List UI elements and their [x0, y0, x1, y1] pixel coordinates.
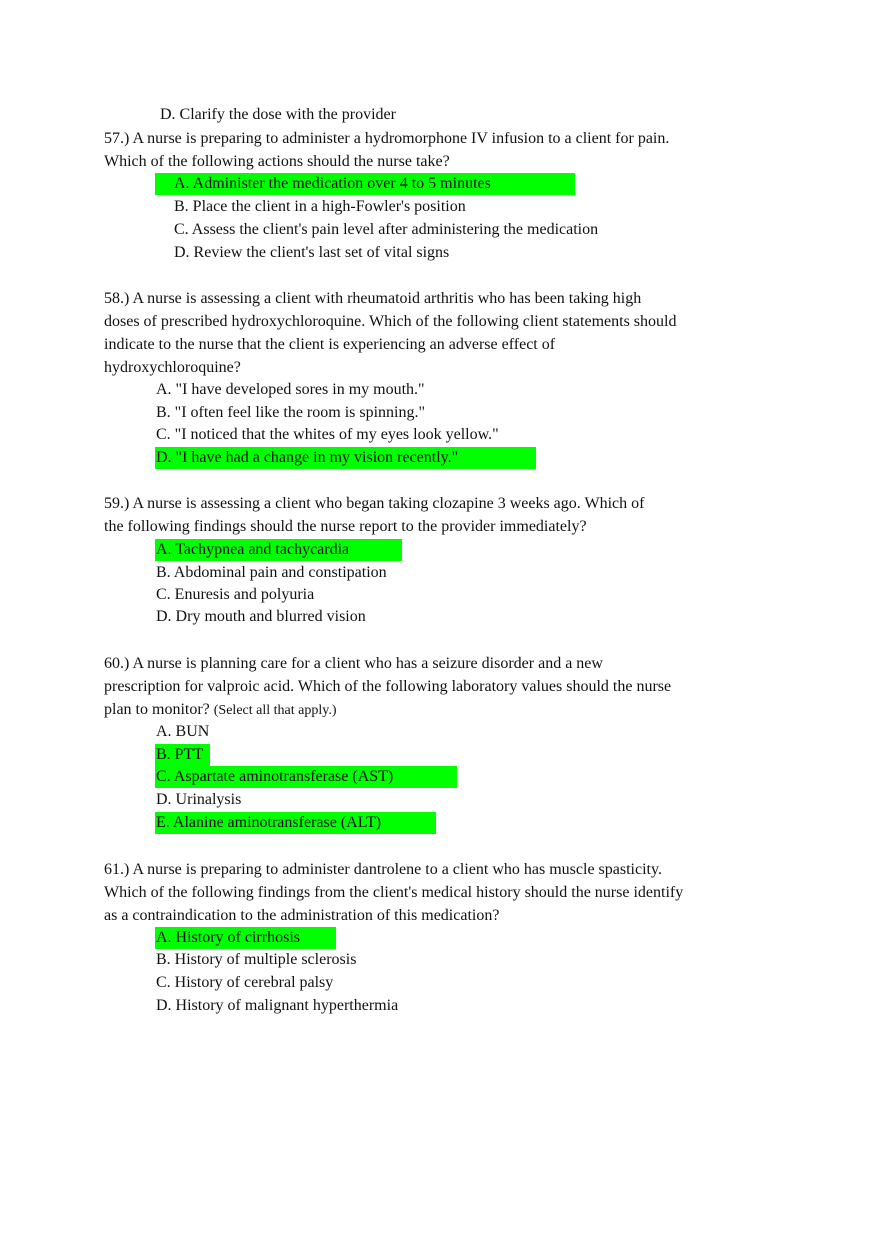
- q61-option-b: B. History of multiple sclerosis: [156, 951, 357, 968]
- q60-select-note: (Select all that apply.): [213, 703, 337, 718]
- q59-option-a-correct: A. Tachypnea and tachycardia: [155, 539, 402, 561]
- q59-stem-line-2: the following findings should the nurse report to the provider immediately?: [104, 518, 587, 535]
- q57-stem-line-2: Which of the following actions should the nurse take?: [104, 153, 450, 170]
- q60-option-b-correct: B. PTT: [155, 744, 210, 766]
- q60-option-e-correct: E. Alanine aminotransferase (ALT): [155, 812, 436, 834]
- q58-option-b: B. "I often feel like the room is spinning.": [156, 404, 426, 421]
- q57-option-c: C. Assess the client's pain level after administering the medication: [174, 221, 599, 238]
- q58-option-c: C. "I noticed that the whites of my eyes look yellow.": [156, 426, 499, 443]
- q60-stem-line-2: prescription for valproic acid. Which of the following laboratory values should the nurse: [104, 678, 672, 695]
- q59-option-c: C. Enuresis and polyuria: [156, 586, 315, 603]
- q57-stem-line-1: 57.) A nurse is preparing to administer a hydromorphone IV infusion to a client for pain.: [104, 130, 670, 147]
- q59-stem-line-1: 59.) A nurse is assessing a client who began taking clozapine 3 weeks ago. Which of: [104, 495, 645, 512]
- q61-option-c: C. History of cerebral palsy: [156, 974, 334, 991]
- q61-stem-line-2: Which of the following findings from the client's medical history should the nurse identify: [104, 884, 684, 901]
- q58-stem-line-4: hydroxychloroquine?: [104, 359, 241, 376]
- q56-option-d: D. Clarify the dose with the provider: [160, 106, 396, 123]
- q60-stem-line-3: [104, 698, 336, 721]
- q57-option-a-correct: A. Administer the medication over 4 to 5 minutes: [155, 173, 575, 195]
- q61-stem-line-3: as a contraindication to the administration of this medication?: [104, 907, 500, 924]
- q58-stem-line-2: doses of prescribed hydroxychloroquine. Which of the following client statements should: [104, 313, 677, 330]
- q61-option-d: D. History of malignant hyperthermia: [156, 997, 399, 1014]
- q57-option-b: B. Place the client in a high-Fowler's position: [174, 198, 466, 215]
- q60-option-d: D. Urinalysis: [156, 791, 242, 808]
- q61-stem-line-1: 61.) A nurse is preparing to administer dantrolene to a client who has muscle spasticity.: [104, 861, 662, 878]
- q60-option-a: A. BUN: [156, 723, 210, 740]
- q60-stem-line-1: 60.) A nurse is planning care for a client who has a seizure disorder and a new: [104, 655, 603, 672]
- q59-option-d: D. Dry mouth and blurred vision: [156, 608, 366, 625]
- q60-stem-text: plan to monitor?: [104, 701, 210, 718]
- q57-option-d: D. Review the client's last set of vital signs: [174, 244, 450, 261]
- q58-stem-line-1: 58.) A nurse is assessing a client with rheumatoid arthritis who has been taking high: [104, 290, 642, 307]
- q58-option-d-correct: D. "I have had a change in my vision recently.": [155, 447, 536, 469]
- q58-option-a: A. "I have developed sores in my mouth.": [156, 381, 425, 398]
- q60-option-c-correct: C. Aspartate aminotransferase (AST): [155, 766, 457, 788]
- q61-option-a-correct: A. History of cirrhosis: [155, 927, 336, 949]
- q59-option-b: B. Abdominal pain and constipation: [156, 564, 387, 581]
- q58-stem-line-3: indicate to the nurse that the client is experiencing an adverse effect of: [104, 336, 556, 353]
